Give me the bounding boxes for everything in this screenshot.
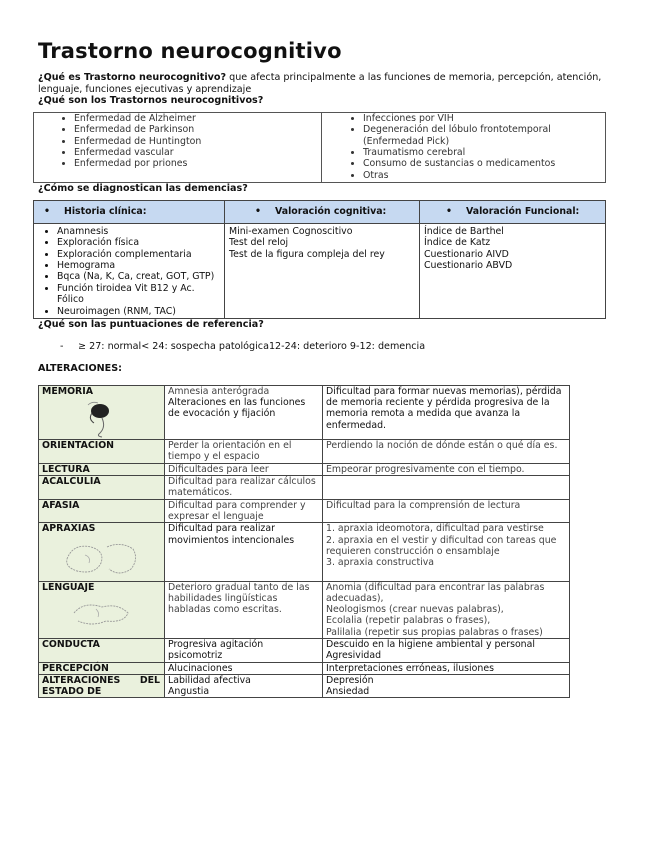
table-row — [39, 581, 570, 638]
row-key-percepcion: PERCEPCIÓN — [39, 662, 165, 674]
row-detail-line: 3. apraxia constructiva — [326, 557, 435, 569]
list-item: • Enfermedad vascular — [74, 147, 317, 158]
types-left-cell — [34, 112, 322, 182]
row-detail: Dificultad para formar nuevas memorias), pérdida de memoria reciente y pérdida progresiva de la memoria remota a medida que avanza la enfermedad. — [323, 385, 570, 439]
row-detail-line: Ecolalia (repetir palabras o frases), — [326, 615, 491, 627]
list-item: • Consumo de sustancias o medicamentos — [363, 158, 601, 169]
types-right-cell — [322, 112, 606, 182]
row-detail — [323, 581, 570, 638]
table-row — [39, 476, 570, 500]
table-row — [39, 463, 570, 475]
row-key-conducta: CONDUCTA — [39, 639, 165, 663]
list-item: • Exploración física — [57, 237, 220, 248]
row-detail-line: Anomia (dificultad para encontrar las palabras adecuadas), — [326, 581, 545, 604]
page-title: Trastorno neurocognitivo — [38, 39, 342, 63]
list-item: • Enfermedad por priones — [74, 158, 317, 169]
row-desc: Dificultad para realizar movimientos intencionales — [165, 523, 323, 581]
table-row — [39, 523, 570, 581]
row-desc — [165, 674, 323, 698]
types-table — [33, 112, 606, 183]
row-key-acalculia: ACALCULIA — [39, 476, 165, 500]
definition-paragraph — [38, 72, 618, 95]
row-key-estado: ALTERACIONES DEL ESTADO DE — [39, 674, 165, 698]
row-desc — [165, 385, 323, 439]
historia-cell — [34, 223, 225, 318]
speech-sketch-icon — [66, 595, 136, 629]
row-key-label: MEMORIA — [42, 385, 93, 397]
cognitiva-cell — [225, 223, 420, 318]
list-item: Cuestionario ABVD — [424, 260, 513, 272]
list-item: • Hemograma — [57, 260, 220, 271]
row-desc: Dificultades para leer — [165, 463, 323, 475]
row-detail — [323, 639, 570, 663]
header-cognitiva-label: Valoración cognitiva: — [275, 205, 387, 217]
list-item: • Exploración complementaria — [57, 249, 220, 260]
list-item: • Neuroimagen (RNM, TAC) — [57, 306, 220, 317]
row-key-label: APRAXIAS — [42, 523, 96, 535]
list-item: Mini-examen Cognoscitivo — [229, 225, 353, 237]
row-key-apraxias — [39, 523, 165, 581]
header-cognitiva: • Valoración cognitiva: — [225, 200, 420, 223]
row-desc: Dificultad para comprender y expresar el lenguaje — [165, 499, 323, 523]
row-detail-line: Ansiedad — [326, 686, 370, 698]
definition-question: ¿Qué es Trastorno neurocognitivo? — [38, 72, 227, 83]
scores-line — [38, 341, 618, 353]
row-detail: Dificultad para la comprensión de lectura — [323, 499, 570, 523]
row-key-memoria — [39, 385, 165, 439]
list-item: Test de la figura compleja del rey — [229, 248, 385, 260]
scores-text: ≥ 27: normal< 24: sospecha patológica12-24: deterioro 9-12: demencia — [78, 340, 426, 352]
list-item: Cuestionario AIVD — [424, 248, 509, 260]
funcional-cell — [420, 223, 606, 318]
row-desc: Deterioro gradual tanto de las habilidades lingüísticas habladas como escritas. — [165, 581, 323, 638]
header-historia: • Historia clínica: — [34, 200, 225, 223]
list-item: • Traumatismo cerebral — [363, 147, 601, 158]
alteraciones-table — [38, 385, 570, 699]
diagnosis-question: ¿Cómo se diagnostican las demencias? — [38, 183, 248, 195]
definition-text: que afecta principalmente a las funciones de memoria, percepción, atención, lenguaje, funciones ejecutivas y aprendizaje — [38, 72, 602, 95]
row-detail — [323, 674, 570, 698]
brain-sketch-icon — [78, 399, 124, 439]
list-item: • Anamnesis — [57, 226, 220, 237]
dash-bullet: - — [60, 340, 64, 352]
row-key-lenguaje — [39, 581, 165, 638]
row-desc-line: Alteraciones en las funciones de evocación y fijación — [168, 397, 306, 420]
row-detail-line: Palilalia (repetir sus propias palabras o frases) — [326, 626, 543, 638]
row-key-label: LENGUAJE — [42, 581, 95, 593]
types-question: ¿Qué son los Trastornos neurocognitivos? — [38, 95, 264, 107]
row-detail-line: Depresión — [326, 674, 374, 686]
row-key-afasia: AFASIA — [39, 499, 165, 523]
row-detail: Interpretaciones erróneas, ilusiones — [323, 662, 570, 674]
row-desc: Progresiva agitación psicomotriz — [165, 639, 323, 663]
header-funcional-label: Valoración Funcional: — [466, 205, 580, 217]
row-detail-line: Agresividad — [326, 650, 382, 662]
list-item: • Enfermedad de Alzheimer — [74, 113, 317, 124]
row-desc-line: Angustia — [168, 686, 210, 698]
row-detail: Empeorar progresivamente con el tiempo. — [323, 463, 570, 475]
row-detail-line: 2. apraxia en el vestir y dificultad con tareas que requieren construcción o ensamblaje — [326, 534, 557, 557]
document-page — [38, 38, 618, 698]
row-detail — [323, 476, 570, 500]
table-row — [39, 499, 570, 523]
header-funcional: • Valoración Funcional: — [420, 200, 606, 223]
row-desc: Perder la orientación en el tiempo y el espacio — [165, 440, 323, 464]
list-item: • Función tiroidea Vit B12 y Ac. Fólico — [57, 283, 220, 306]
table-row — [39, 674, 570, 698]
hands-sketch-icon — [61, 537, 141, 581]
list-item: • Infecciones por VIH — [363, 113, 601, 124]
list-item: • Otras — [363, 170, 601, 181]
row-detail-line: Neologismos (crear nuevas palabras), — [326, 604, 504, 616]
list-item: • Degeneración del lóbulo frontotemporal (Enfermedad Pick) — [363, 124, 601, 147]
list-item: • Enfermedad de Huntington — [74, 136, 317, 147]
list-item: • Enfermedad de Parkinson — [74, 124, 317, 135]
header-historia-label: Historia clínica: — [64, 205, 147, 217]
list-item: Índice de Katz — [424, 237, 491, 249]
row-detail: Perdiendo la noción de dónde están o qué día es. — [323, 440, 570, 464]
table-row — [39, 440, 570, 464]
row-detail-line: Descuido en la higiene ambiental y personal — [326, 639, 535, 650]
table-row — [39, 639, 570, 663]
row-desc-line: Amnesia anterógrada — [168, 385, 270, 397]
row-key-lectura: LECTURA — [39, 463, 165, 475]
list-item: Test del reloj — [229, 237, 289, 249]
list-item: Índice de Barthel — [424, 225, 504, 237]
row-desc: Alucinaciones — [165, 662, 323, 674]
alteraciones-title: ALTERACIONES: — [38, 363, 122, 375]
row-key-orientacion: ORIENTACION — [39, 440, 165, 464]
row-desc-line: Labilidad afectiva — [168, 674, 251, 686]
table-row — [39, 385, 570, 439]
list-item: • Bqca (Na, K, Ca, creat, GOT, GTP) — [57, 271, 220, 282]
row-detail-line: 1. apraxia ideomotora, dificultad para vestirse — [326, 523, 544, 535]
diagnosis-table — [33, 200, 606, 319]
table-row — [39, 662, 570, 674]
row-detail — [323, 523, 570, 581]
scores-question: ¿Qué son las puntuaciones de referencia? — [38, 319, 264, 331]
row-desc: Dificultad para realizar cálculos matemáticos. — [165, 476, 323, 500]
